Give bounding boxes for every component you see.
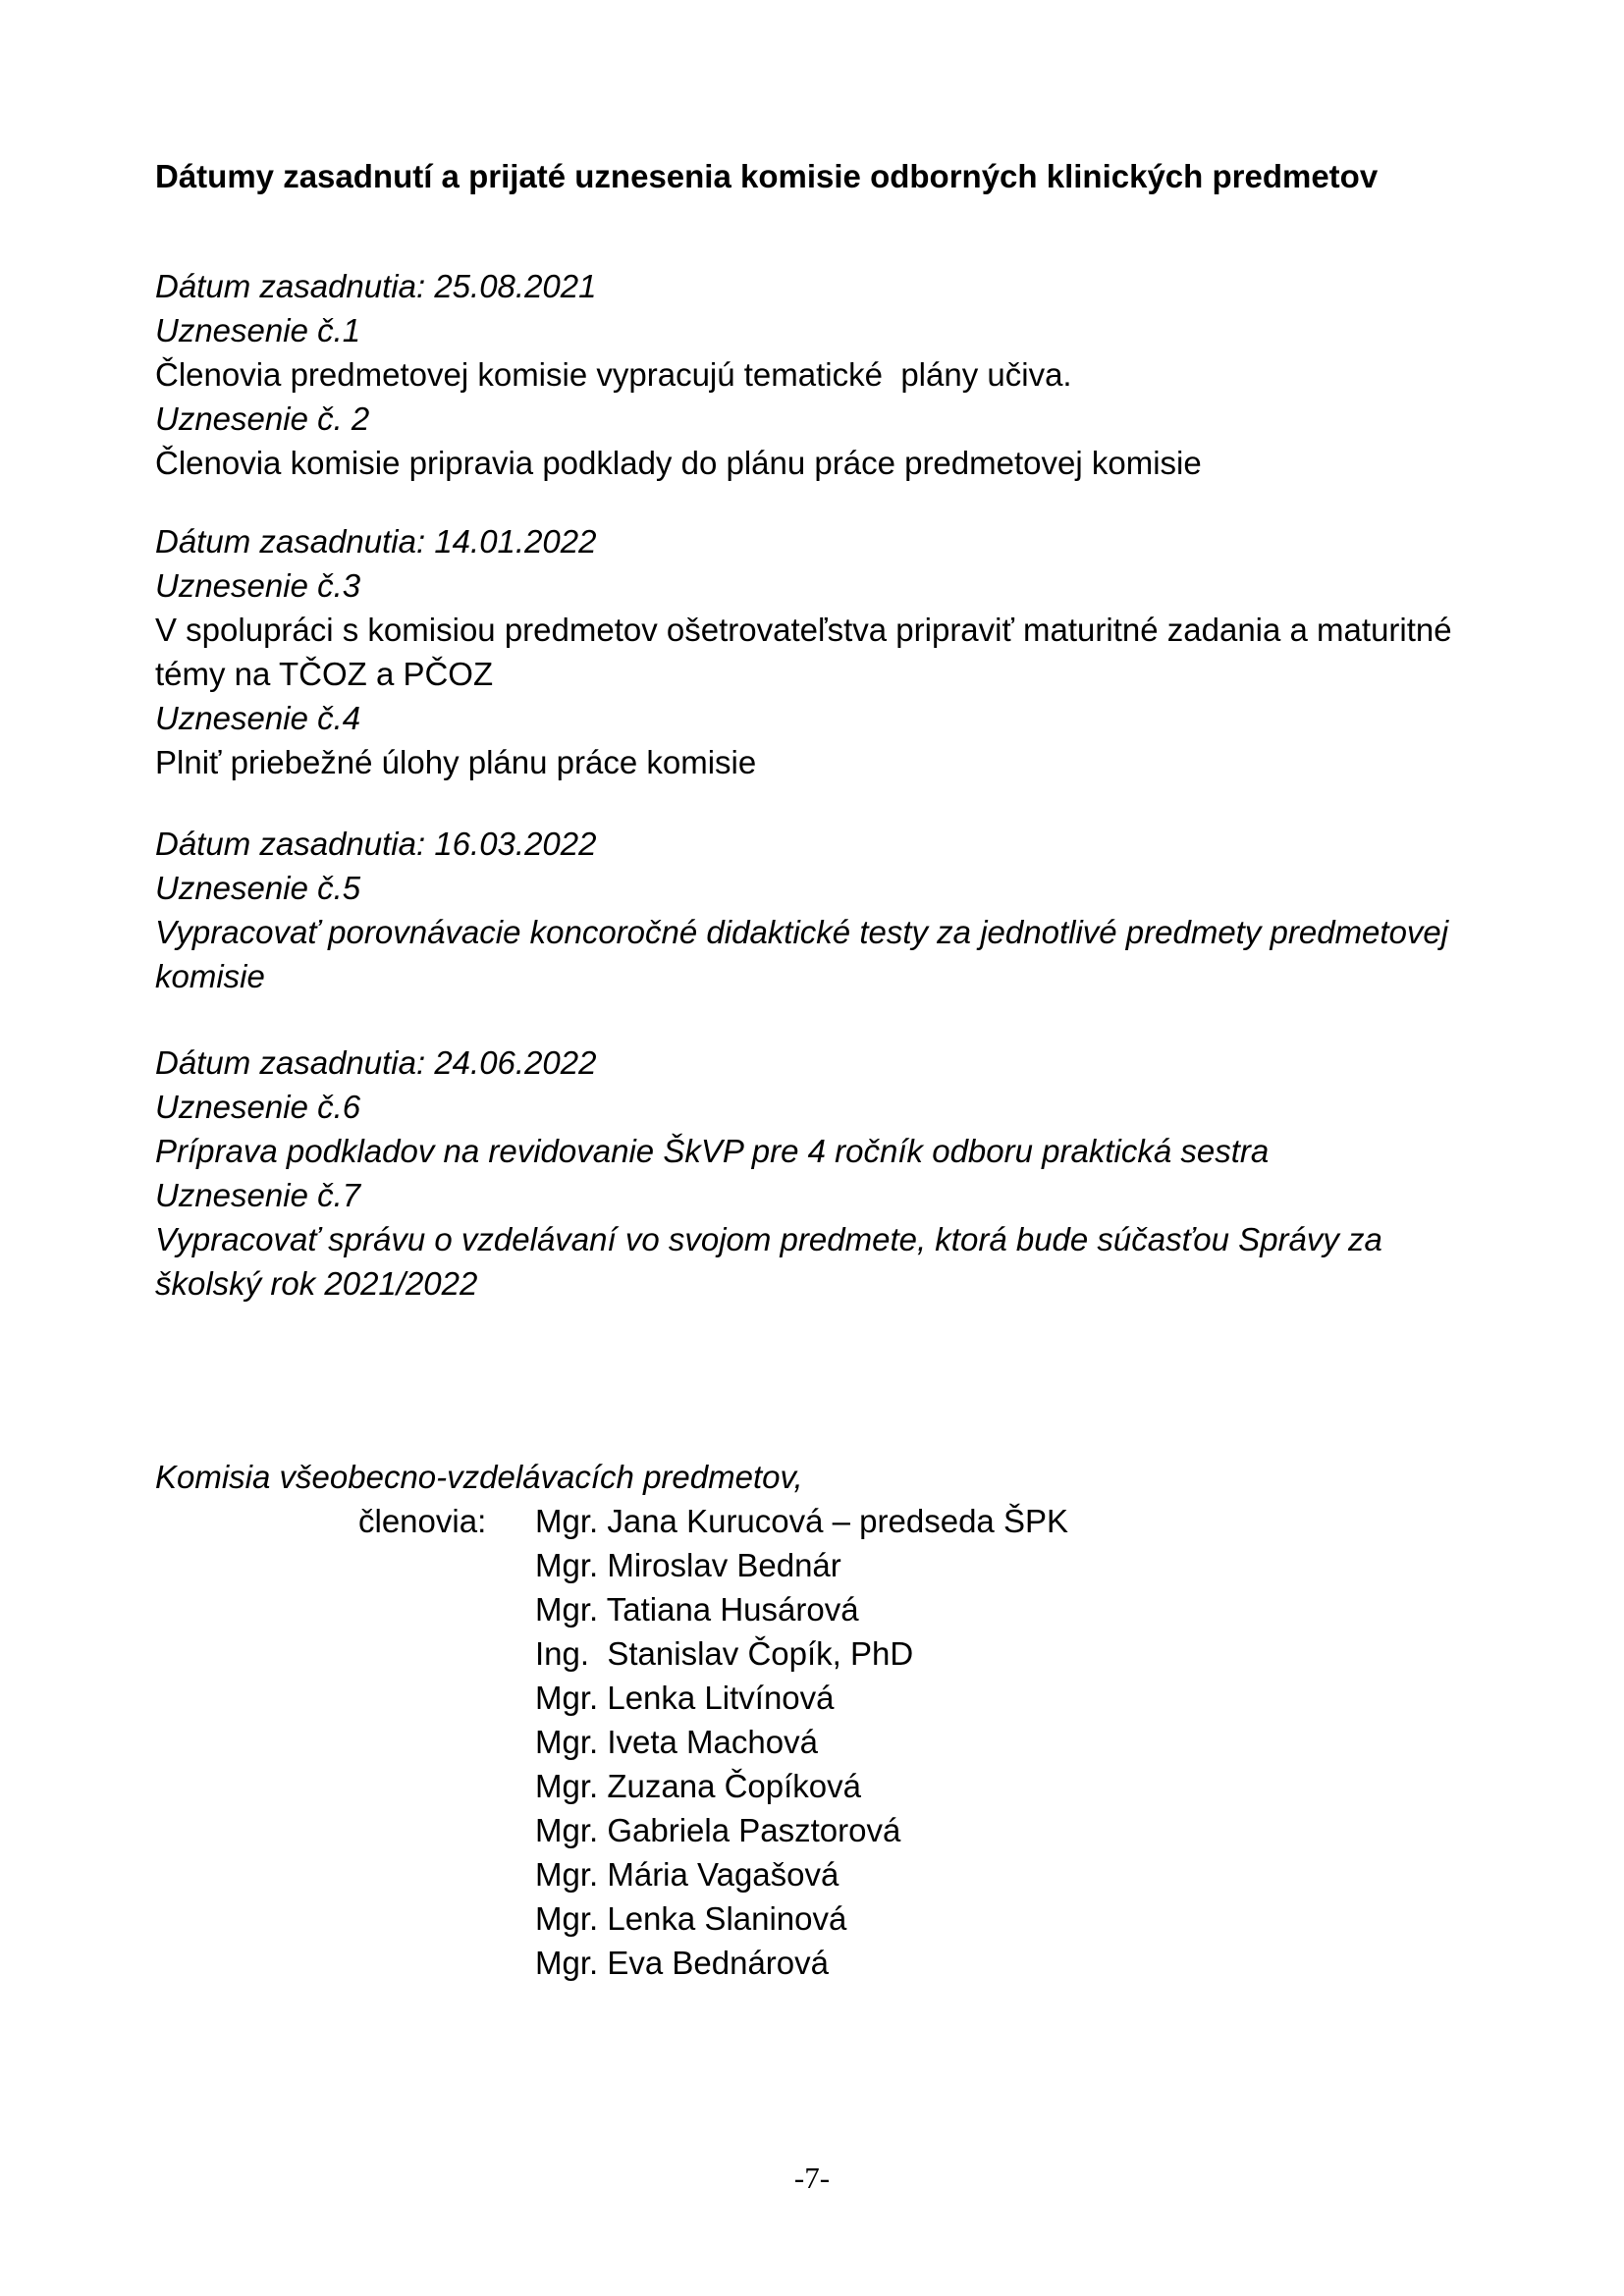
resolution-text-line: Vypracovať správu o vzdelávaní vo svojom predmete, ktorá bude súčasťou Správy za [155,1221,1382,1257]
resolution-text-line: komisie [155,958,265,994]
resolution-text-line: Plniť priebežné úlohy plánu práce komisie [155,744,757,780]
committee-block [155,1455,1477,1985]
member-name: Mgr. Lenka Litvínová [535,1680,835,1716]
member-name: Mgr. Eva Bednárová [535,1945,829,1981]
meeting-date-line: Dátum zasadnutia: 16.03.2022 [155,826,597,862]
member-name: Mgr. Lenka Slaninová [535,1900,847,1937]
member-name: Mgr. Jana Kurucová – predseda ŠPK [535,1503,1068,1539]
resolution-number-line: Uznesenie č.3 [155,567,361,604]
meeting-section [155,519,1477,784]
members-list [155,1543,1477,1985]
meeting-section [155,264,1477,485]
members-first-row [155,1499,1477,1543]
meeting-date-line: Dátum zasadnutia: 14.01.2022 [155,523,597,560]
resolution-text-line: školský rok 2021/2022 [155,1265,478,1302]
member-name: Ing. Stanislav Čopík, PhD [535,1635,914,1672]
meeting-section [155,822,1477,998]
resolution-number-line: Uznesenie č.4 [155,700,361,736]
resolution-number-line: Uznesenie č. 2 [155,400,370,437]
meeting-date-line: Dátum zasadnutia: 24.06.2022 [155,1044,597,1081]
resolution-text-line: Príprava podkladov na revidovanie ŠkVP pre 4 ročník odboru praktická sestra [155,1133,1270,1169]
member-name: Mgr. Tatiana Husárová [535,1591,859,1628]
member-name: Mgr. Iveta Machová [535,1724,818,1760]
page-number: -7- [793,2161,831,2195]
resolution-text-line: témy na TČOZ a PČOZ [155,656,494,692]
member-name: Mgr. Gabriela Pasztorová [535,1812,901,1848]
resolution-number-line: Uznesenie č.6 [155,1089,361,1125]
resolution-number-line: Uznesenie č.5 [155,870,361,906]
meeting-section [155,1041,1477,1306]
member-name: Mgr. Miroslav Bednár [535,1547,841,1583]
resolution-text-line: Členovia komisie pripravia podklady do plánu práce predmetovej komisie [155,445,1202,481]
member-name: Mgr. Mária Vagašová [535,1856,839,1893]
resolution-number-line: Uznesenie č.7 [155,1177,361,1213]
document-body [155,154,1477,1985]
resolution-text-line: V spolupráci s komisiou predmetov ošetrovateľstva pripraviť maturitné zadania a maturitné [155,612,1452,648]
page-title: Dátumy zasadnutí a prijaté uznesenia komisie odborných klinických predmetov [155,158,1379,194]
resolution-text-line: Vypracovať porovnávacie koncoročné didaktické testy za jednotlivé predmety predmetovej [155,914,1449,950]
resolution-text-line: Členovia predmetovej komisie vypracujú tematické plány učiva. [155,356,1072,393]
meeting-date-line: Dátum zasadnutia: 25.08.2021 [155,268,597,304]
committee-heading: Komisia všeobecno-vzdelávacích predmetov, [155,1459,803,1495]
member-name: Mgr. Zuzana Čopíková [535,1768,861,1804]
resolution-number-line: Uznesenie č.1 [155,312,361,348]
members-label: členovia: [358,1503,487,1539]
meeting-sections [155,264,1477,1306]
